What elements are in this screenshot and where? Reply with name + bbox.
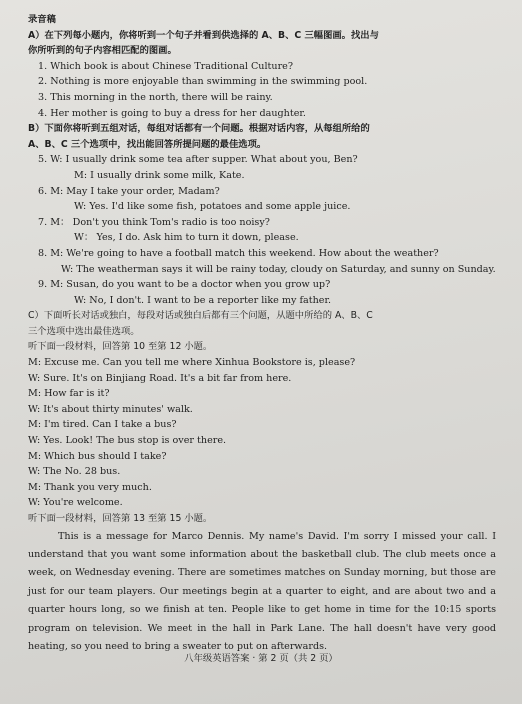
section-c-instruction-line-1: C）下面听长对话或独白，每段对话或独白后都有三个问题，从题中所给的 A、B、C bbox=[28, 310, 373, 322]
section-b-instruction-line-1: B）下面你将听到五组对话，每组对话都有一个问题。根据对话内容，从每组所给的 bbox=[28, 123, 370, 135]
conversation-line: W: You're welcome. bbox=[28, 497, 123, 509]
dialogue-9-question: 9. M: Susan, do you want to be a doctor when you grow up? bbox=[38, 279, 331, 291]
listening-13-15-intro: 听下面一段材料，回答第 13 至第 15 小题。 bbox=[28, 513, 213, 524]
listening-10-12-intro: 听下面一段材料，回答第 10 至第 12 小题。 bbox=[28, 341, 213, 353]
dialogue-6-question: 6. M: May I take your order, Madam? bbox=[38, 185, 220, 197]
section-a-instruction-line-1: A）在下列每小题内，你将听到一个句子并看到供选择的 A、B、C 三幅图画。找出与 bbox=[28, 29, 379, 41]
question-4: 4. Her mother is going to buy a dress for her daughter. bbox=[38, 107, 306, 119]
page-footer: 八年级英语答案 · 第 2 页（共 2 页） bbox=[184, 653, 338, 664]
question-3: 3. This morning in the north, there will be rainy. bbox=[38, 91, 273, 103]
conversation-line: M: How far is it? bbox=[28, 388, 110, 400]
section-b-instruction-line-2: A、B、C 三个选项中，找出能回答所提问题的最佳选项。 bbox=[28, 138, 267, 150]
page-heading: 录音稿 bbox=[28, 14, 56, 25]
conversation-line: M: Which bus should I take? bbox=[28, 450, 167, 462]
conversation-line: M: Thank you very much. bbox=[28, 481, 152, 493]
dialogue-6-answer: W: Yes. I'd like some fish, potatoes and some apple juice. bbox=[74, 201, 351, 213]
dialogue-8-answer: W: The weatherman says it will be rainy today, cloudy on Saturday, and sunny on Sunday. bbox=[61, 263, 496, 275]
conversation-line: M: Excuse me. Can you tell me where Xinhua Bookstore is, please? bbox=[28, 357, 356, 369]
conversation bbox=[28, 355, 496, 511]
dialogue-7-answer: W： Yes, I do. Ask him to turn it down, please. bbox=[74, 232, 299, 244]
section-c-instruction-line-2: 三个选项中选出最佳选项。 bbox=[28, 325, 140, 337]
conversation-line: W: Yes. Look! The bus stop is over there. bbox=[28, 435, 227, 447]
question-2: 2. Nothing is more enjoyable than swimming in the swimming pool. bbox=[38, 76, 368, 88]
question-1: 1. Which book is about Chinese Traditional Culture? bbox=[38, 60, 293, 72]
dialogue-8-question: 8. M: We're going to have a football match this weekend. How about the weather? bbox=[38, 247, 439, 259]
conversation-line: M: I'm tired. Can I take a bus? bbox=[28, 419, 177, 431]
conversation-line: W: It's about thirty minutes' walk. bbox=[28, 403, 193, 415]
conversation-line: W: Sure. It's on Binjiang Road. It's a bit far from here. bbox=[28, 372, 292, 384]
dialogue-7-question: 7. M： Don't you think Tom's radio is too noisy? bbox=[38, 216, 270, 228]
dialogue-5-answer: M: I usually drink some milk, Kate. bbox=[74, 169, 245, 181]
conversation-line: W: The No. 28 bus. bbox=[28, 466, 121, 478]
monologue-passage: This is a message for Marco Dennis. My name's David. I'm sorry I missed your call. I understand that you want some information about the basketball club. The club meets once a week, on Wednesday evening. There are sometimes matches on Sunday morning, but those are just for our team players. Our meetings begin at a quarter to eight, and are about two and a quarter hours long, so we finish at ten. People like to get home in time for the 10:15 sports program on television. We meet in the hall in Park Lane. The hall doesn't have very good heating, so you need to bring a sweater to put on afterwards. bbox=[28, 530, 496, 653]
section-a-instruction-line-2: 你所听到的句子内容相匹配的图画。 bbox=[28, 45, 177, 57]
dialogue-9-answer: W: No, I don't. I want to be a reporter like my father. bbox=[74, 294, 332, 306]
dialogue-5-question: 5. W: I usually drink some tea after supper. What about you, Ben? bbox=[38, 154, 358, 166]
